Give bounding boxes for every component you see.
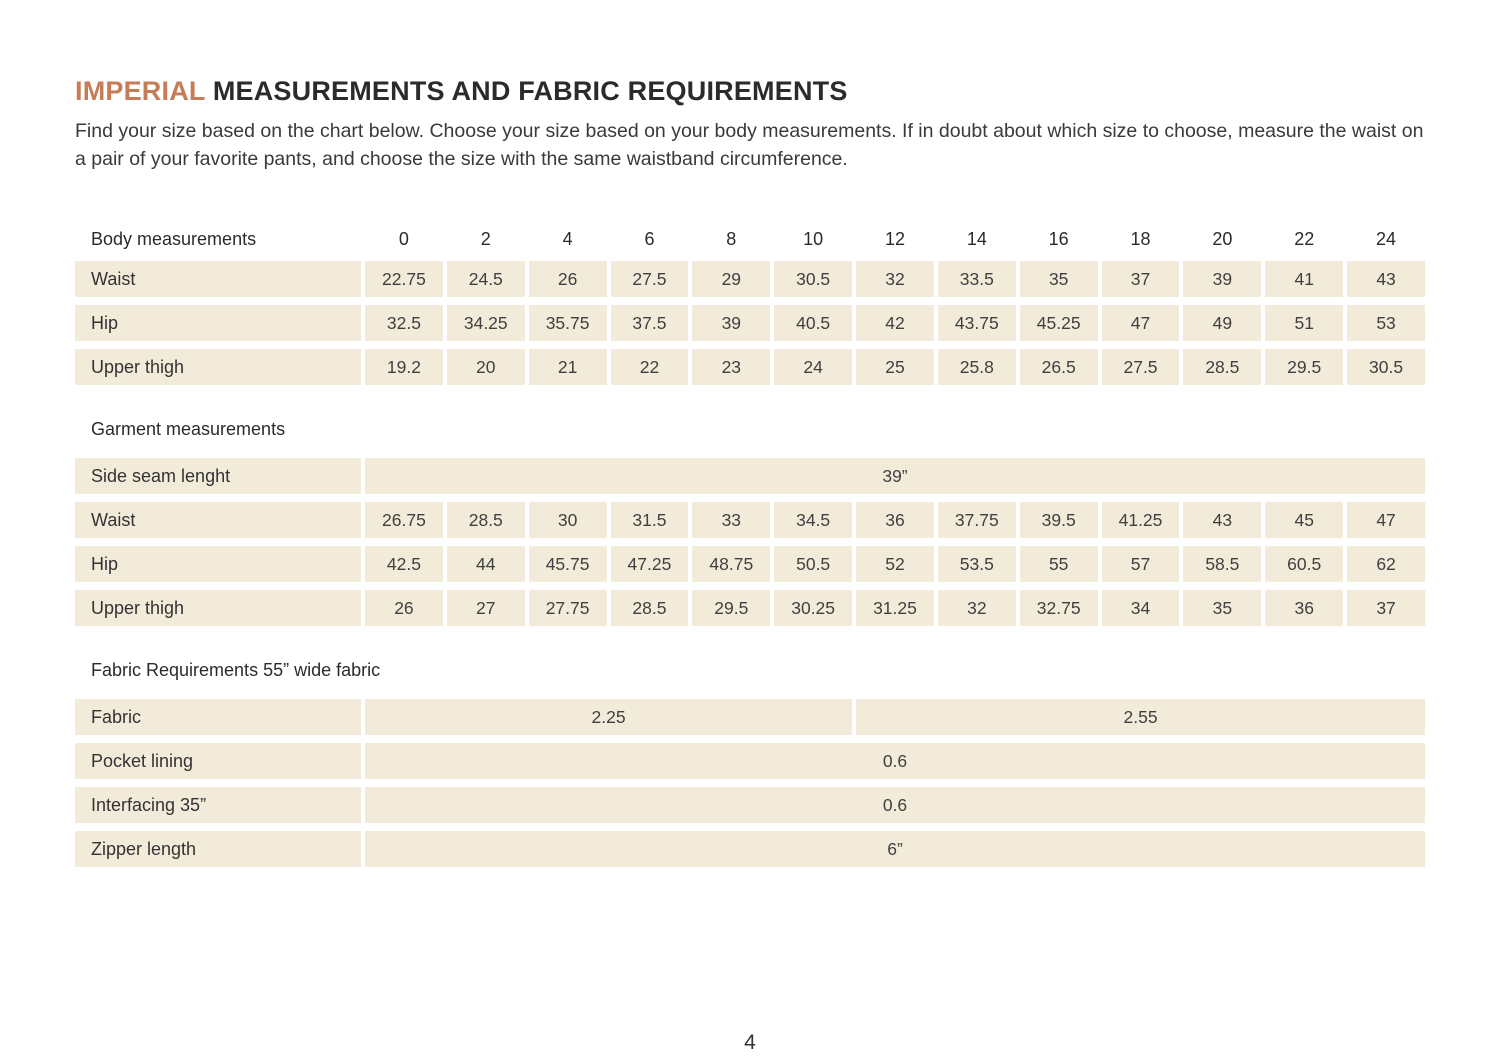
- table-row: [75, 590, 1425, 626]
- page-title-accent: IMPERIAL: [75, 76, 206, 106]
- row-label: Upper thigh: [75, 590, 361, 626]
- value-cell: 27.5: [1102, 349, 1180, 385]
- value-cell: 47: [1102, 305, 1180, 341]
- size-header: 10: [803, 228, 824, 249]
- value-cell: 24.5: [447, 261, 525, 297]
- size-header: 16: [1048, 228, 1069, 249]
- value-cell: 2.55: [856, 699, 1425, 735]
- size-header: 0: [398, 228, 409, 249]
- value-cell: 20: [447, 349, 525, 385]
- value-cell: 39: [692, 305, 770, 341]
- garment-measurements-table: [71, 450, 1429, 634]
- value-cell: 55: [1020, 546, 1098, 582]
- row-label: Pocket lining: [75, 743, 361, 779]
- value-cell: 29.5: [692, 590, 770, 626]
- value-cell: 31.5: [611, 502, 689, 538]
- value-cell: 44: [447, 546, 525, 582]
- value-cell: 32.5: [365, 305, 443, 341]
- value-cell: 30.5: [774, 261, 852, 297]
- value-cell: 28.5: [1183, 349, 1261, 385]
- size-header: 6: [644, 228, 655, 249]
- value-cell: 32: [856, 261, 934, 297]
- table-row: [75, 305, 1425, 341]
- row-label: Zipper length: [75, 831, 361, 867]
- garment-measurements-heading: Garment measurements: [91, 419, 286, 439]
- value-cell: 48.75: [692, 546, 770, 582]
- value-cell: 23: [692, 349, 770, 385]
- size-header: 18: [1130, 228, 1151, 249]
- value-cell: 21: [529, 349, 607, 385]
- intro-text: Find your size based on the chart below. Choose your size based on your body measurements. If in doubt about which size to choose, measure the waist on a pair of your favorite pants, and choose the size with the same waistband circumference.: [75, 120, 1424, 170]
- page-title: [75, 76, 1425, 107]
- table-row: [75, 831, 1425, 867]
- value-cell: 19.2: [365, 349, 443, 385]
- value-cell: 35: [1020, 261, 1098, 297]
- value-cell: 43: [1183, 502, 1261, 538]
- value-cell: 43.75: [938, 305, 1016, 341]
- table-row: [75, 787, 1425, 823]
- value-cell: 35.75: [529, 305, 607, 341]
- value-cell: 53: [1347, 305, 1425, 341]
- value-cell: 41: [1265, 261, 1343, 297]
- value-cell: 26.5: [1020, 349, 1098, 385]
- value-cell: 30.25: [774, 590, 852, 626]
- value-cell: 37: [1102, 261, 1180, 297]
- table-row: [75, 261, 1425, 297]
- row-label: Upper thigh: [75, 349, 361, 385]
- value-cell: 29: [692, 261, 770, 297]
- value-cell: 51: [1265, 305, 1343, 341]
- row-label: Waist: [75, 261, 361, 297]
- value-cell: 28.5: [447, 502, 525, 538]
- size-header: 24: [1376, 228, 1397, 249]
- size-header: 22: [1294, 228, 1315, 249]
- value-cell: 27.5: [611, 261, 689, 297]
- value-cell: 29.5: [1265, 349, 1343, 385]
- table-row: [75, 458, 1425, 494]
- value-cell: 28.5: [611, 590, 689, 626]
- value-cell: 60.5: [1265, 546, 1343, 582]
- value-cell: 43: [1347, 261, 1425, 297]
- value-cell: 36: [856, 502, 934, 538]
- value-cell: 22: [611, 349, 689, 385]
- value-cell: 25: [856, 349, 934, 385]
- value-cell: 58.5: [1183, 546, 1261, 582]
- row-label: Side seam lenght: [75, 458, 361, 494]
- value-cell: 42.5: [365, 546, 443, 582]
- value-cell: 6”: [365, 831, 1425, 867]
- value-cell: 2.25: [365, 699, 852, 735]
- value-cell: 41.25: [1102, 502, 1180, 538]
- value-cell: 39: [1183, 261, 1261, 297]
- value-cell: 47: [1347, 502, 1425, 538]
- value-cell: 37: [1347, 590, 1425, 626]
- value-cell: 45.25: [1020, 305, 1098, 341]
- value-cell: 22.75: [365, 261, 443, 297]
- table-row: [75, 502, 1425, 538]
- value-cell: 34.25: [447, 305, 525, 341]
- size-header: 4: [562, 228, 573, 249]
- value-cell: 50.5: [774, 546, 852, 582]
- value-cell: 45.75: [529, 546, 607, 582]
- table-row: [75, 699, 1425, 735]
- value-cell: 37.75: [938, 502, 1016, 538]
- value-cell: 32: [938, 590, 1016, 626]
- value-cell: 27: [447, 590, 525, 626]
- page-number: 4: [744, 1031, 756, 1054]
- value-cell: 34.5: [774, 502, 852, 538]
- size-header-row: [75, 225, 1425, 253]
- size-header: 20: [1212, 228, 1233, 249]
- value-cell: 45: [1265, 502, 1343, 538]
- size-header: 8: [726, 228, 737, 249]
- value-cell: 30: [529, 502, 607, 538]
- row-label: Hip: [75, 546, 361, 582]
- value-cell: 26: [365, 590, 443, 626]
- value-cell: 27.75: [529, 590, 607, 626]
- page-title-rest: MEASUREMENTS AND FABRIC REQUIREMENTS: [212, 76, 848, 106]
- value-cell: 0.6: [365, 743, 1425, 779]
- table-row: [75, 546, 1425, 582]
- value-cell: 0.6: [365, 787, 1425, 823]
- value-cell: 34: [1102, 590, 1180, 626]
- value-cell: 39”: [365, 458, 1425, 494]
- size-header: 2: [480, 228, 491, 249]
- value-cell: 36: [1265, 590, 1343, 626]
- value-cell: 35: [1183, 590, 1261, 626]
- value-cell: 39.5: [1020, 502, 1098, 538]
- body-measurements-heading: Body measurements: [91, 228, 257, 249]
- body-measurements-table: [71, 217, 1429, 393]
- value-cell: 26: [529, 261, 607, 297]
- fabric-requirements-table: [71, 691, 1429, 875]
- value-cell: 26.75: [365, 502, 443, 538]
- value-cell: 53.5: [938, 546, 1016, 582]
- value-cell: 33.5: [938, 261, 1016, 297]
- row-label: Fabric: [75, 699, 361, 735]
- row-label: Waist: [75, 502, 361, 538]
- value-cell: 47.25: [611, 546, 689, 582]
- value-cell: 49: [1183, 305, 1261, 341]
- value-cell: 24: [774, 349, 852, 385]
- value-cell: 30.5: [1347, 349, 1425, 385]
- row-label: Hip: [75, 305, 361, 341]
- value-cell: 40.5: [774, 305, 852, 341]
- value-cell: 32.75: [1020, 590, 1098, 626]
- row-label: Interfacing 35”: [75, 787, 361, 823]
- fabric-requirements-heading: Fabric Requirements 55” wide fabric: [91, 660, 381, 680]
- value-cell: 57: [1102, 546, 1180, 582]
- size-header: 14: [966, 228, 987, 249]
- value-cell: 62: [1347, 546, 1425, 582]
- table-row: [75, 349, 1425, 385]
- value-cell: 31.25: [856, 590, 934, 626]
- value-cell: 37.5: [611, 305, 689, 341]
- value-cell: 33: [692, 502, 770, 538]
- value-cell: 52: [856, 546, 934, 582]
- size-header: 12: [884, 228, 905, 249]
- table-row: [75, 743, 1425, 779]
- value-cell: 25.8: [938, 349, 1016, 385]
- value-cell: 42: [856, 305, 934, 341]
